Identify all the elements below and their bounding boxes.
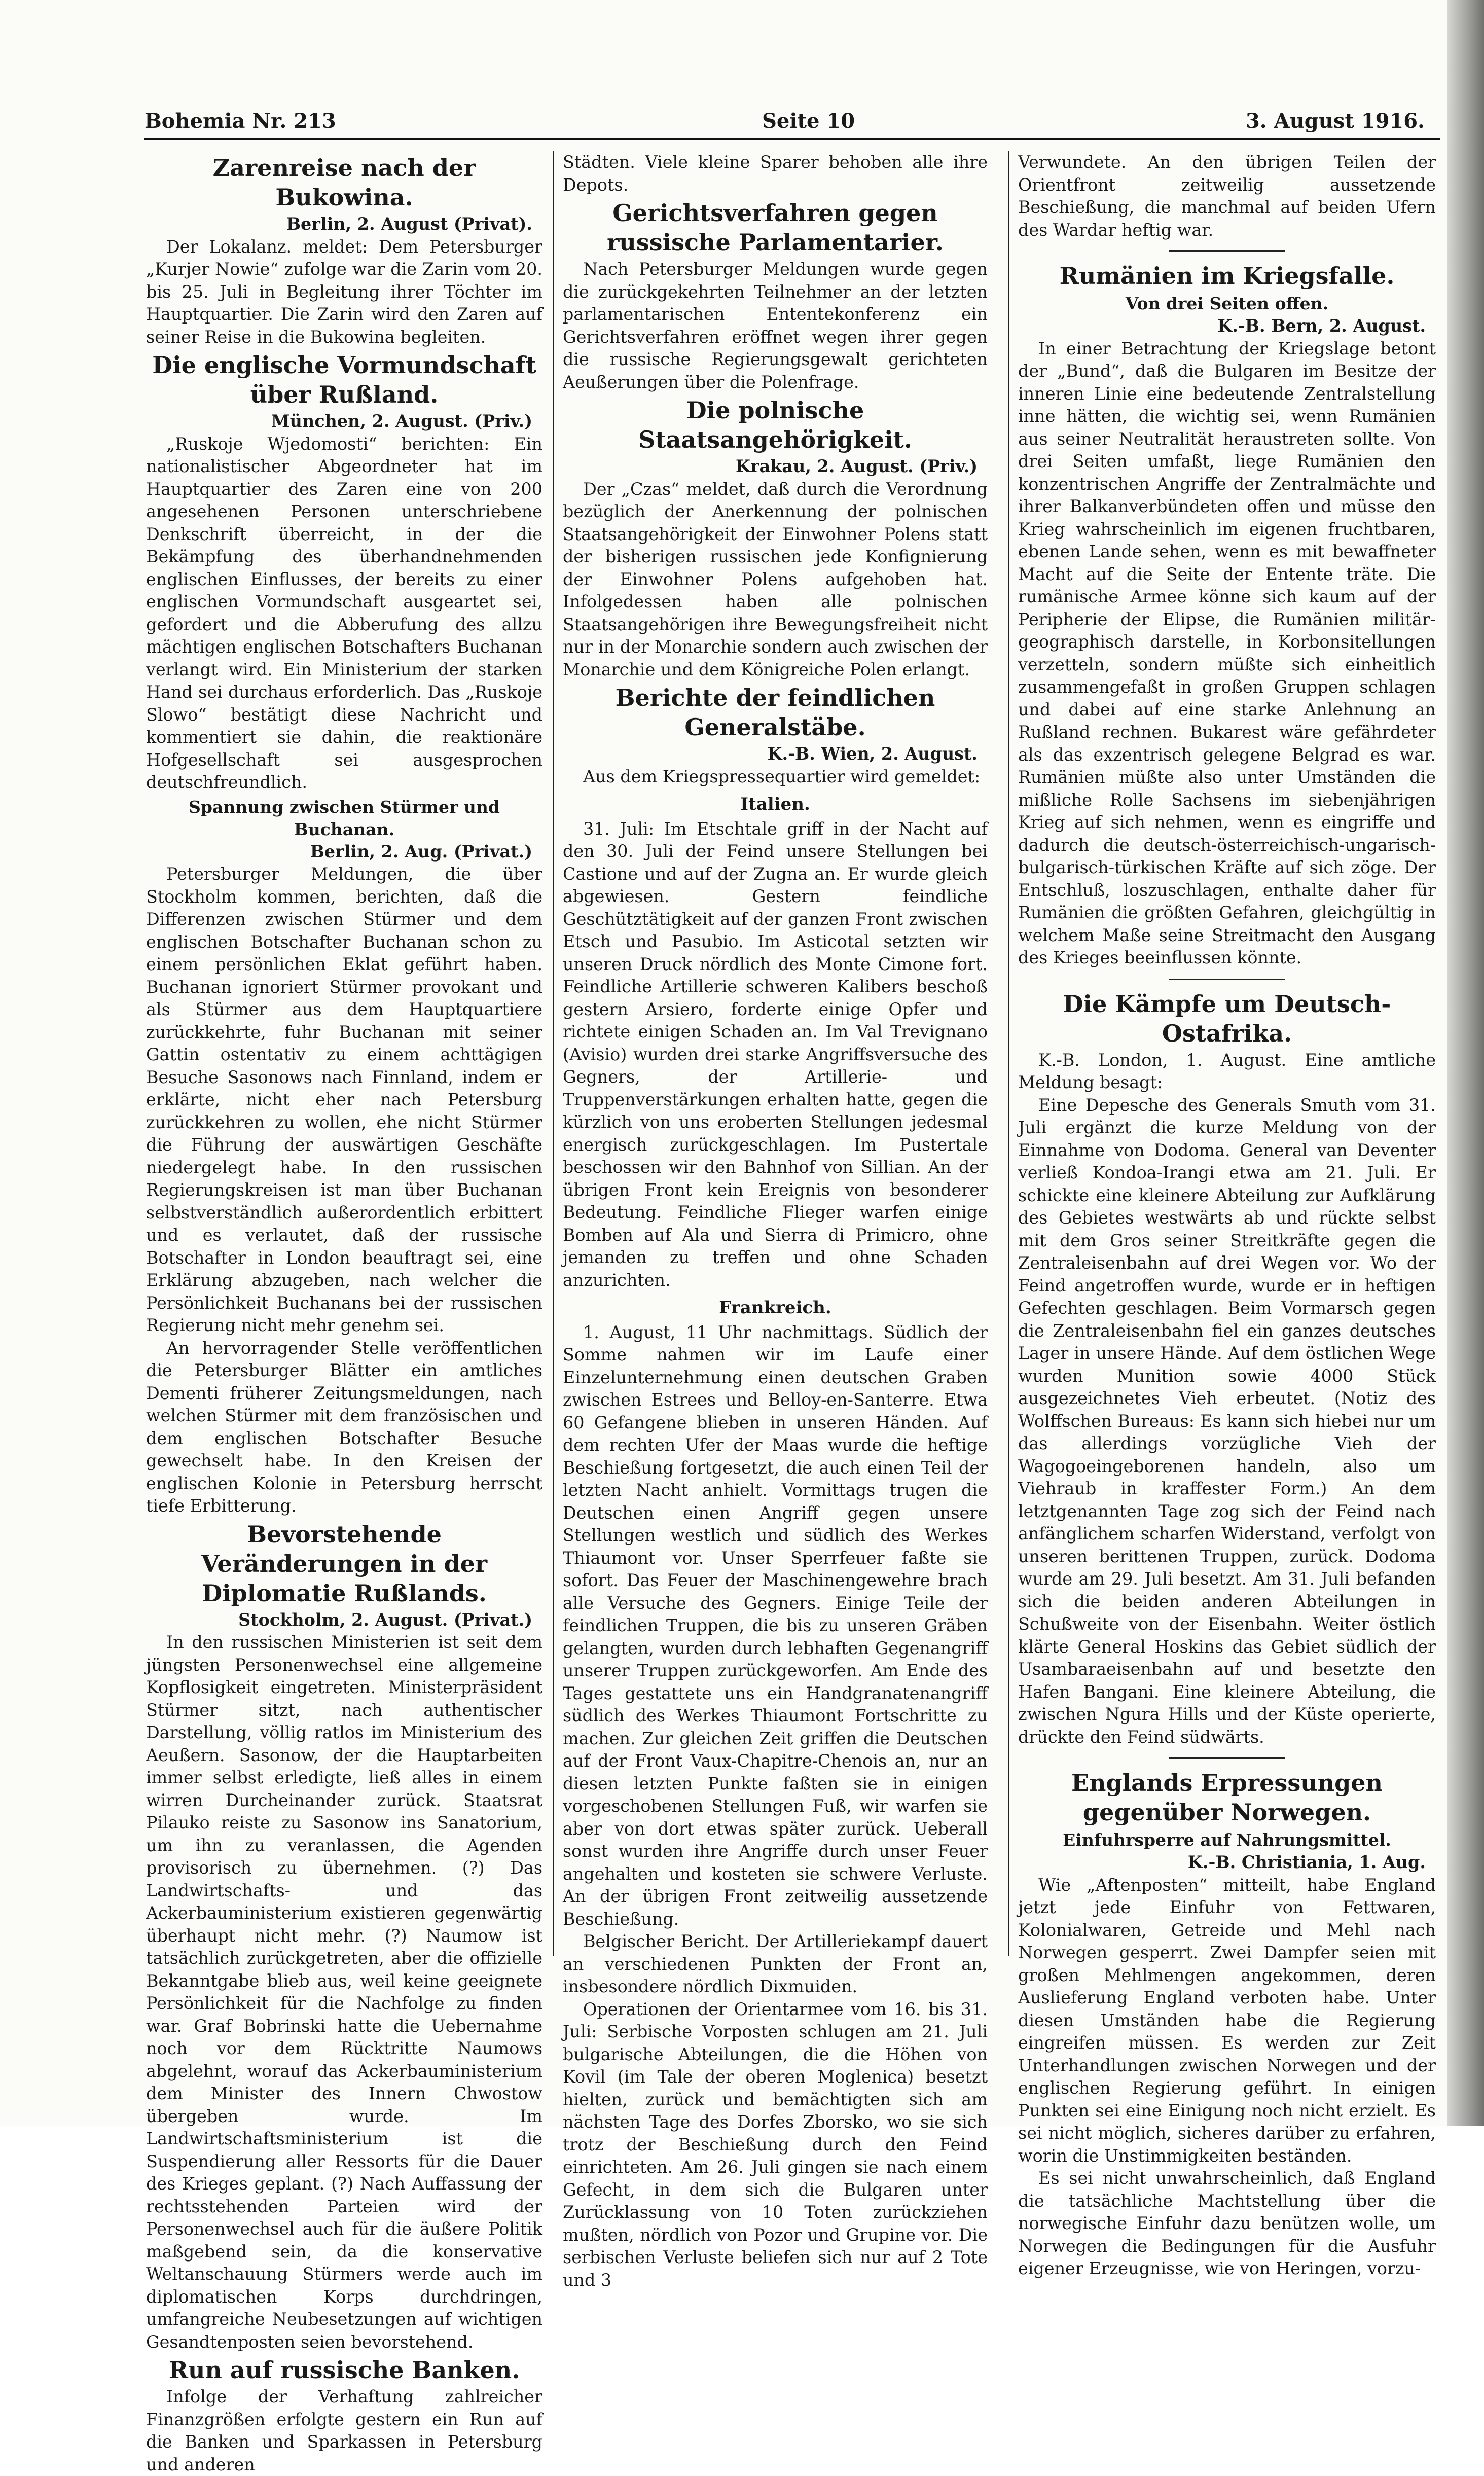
article-paragraph: 1. August, 11 Uhr nachmittags. Südlich der Somme nahmen wir im Laufe einer Einzelunternehmung einen deutschen Graben zwischen Estrees und Belloy-en-Santerre. Etwa 60 Gefangene blieben in unseren Händen. Auf dem rechten Ufer der Maas wurde die heftige Beschießung fortgesetzt, die auch einen Teil der letzten Nacht anhielt. Vormittags trugen die Deutschen einen Angriff gegen unsere Stellungen westlich und südlich des Werkes Thiaumont vor. Unser Sperrfeuer faßte sie sofort. Das Feuer der Maschinengewehre brach alle Versuche des Gegners. Einige Teile der feindlichen Truppen, die bis zu unseren Gräben gelangten, wurden durch lebhaften Gegenangriff unserer Truppen zurückgeworfen. Am Ende des Tages gestattete uns ein Handgranatenangriff südlich des Werkes Thiaumont Fortschritte zu machen. Zur gleichen Zeit griffen die Deutschen auf der Front Vaux-Chapitre-Chenois an, nur an diesen letzten Punkte faßten sie in einigen vorgeschobenen Stellungen Fuß, wir warfen sie aber von dort etwas später zurück. Ueberall sonst wurden ihre Angriffe durch unser Feuer angehalten und kosteten sie schwere Verluste. An der übrigen Front zeitweilig aussetzende Beschießung. bbox=[563, 1322, 988, 1929]
article-paragraph: Petersburger Meldungen, die über Stockholm kommen, berichten, daß die Differenzen zwischen Stürmer und dem englischen Botschafter Buchanan schon zu einem persönlichen Eklat geführt haben. Buchanan ignoriert Stürmer provokant und als Stürmer aus dem Hauptquartiere zurückkehrte, fuhr Buchanan mit seiner Gattin ostentativ zu einem achttägigen Besuche Sasonows nach Finnland, indem er erklärte, nicht eher nach Petersburg zurückkehren zu wollen, ehe nicht Stürmer die Führung der auswärtigen Geschäfte niedergelegt habe. In den russischen Regierungskreisen ist man über Buchanan selbstverständlich außerordentlich erbittert und es verlautet, daß der russische Botschafter in London beauftragt sei, eine Erklärung abzugeben, nach welcher die Persönlichkeit Buchanans bei der russischen Regierung nicht mehr genehm sei. bbox=[146, 864, 542, 1335]
article-paragraph: Belgischer Bericht. Der Artilleriekampf dauert an verschiedenen Punkten der Front an, insbesondere nördlich Dixmuiden. bbox=[563, 1931, 988, 1996]
section-heading: Frankreich. bbox=[719, 1298, 831, 1318]
column-divider bbox=[1008, 151, 1009, 1956]
article-dateline: Stockholm, 2. August. (Privat.) bbox=[238, 1609, 532, 1630]
article-separator bbox=[1169, 1757, 1285, 1759]
article-title: Englands Erpressungen gegenüber Norwegen. bbox=[1071, 1769, 1383, 1826]
article-dateline: Berlin, 2. Aug. (Privat.) bbox=[310, 841, 532, 862]
article-dateline: K.-B. Christiania, 1. Aug. bbox=[1187, 1852, 1426, 1872]
article-paragraph: K.-B. London, 1. August. Eine amtliche Meldung besagt: bbox=[1018, 1050, 1436, 1092]
article-title: Gerichtsverfahren gegen russische Parlamentarier. bbox=[607, 199, 944, 256]
article-title: Run auf russische Banken. bbox=[168, 2356, 520, 2384]
article-title: Bevorstehende Veränderungen in der Diplomatie Rußlands. bbox=[201, 1520, 488, 1607]
article-separator bbox=[1169, 250, 1285, 252]
article-continuation: Städten. Viele kleine Sparer behoben alle ihre Depots. bbox=[563, 152, 988, 195]
article-paragraph: Wie „Aftenposten“ mitteilt, habe England jetzt jede Einfuhr von Fettwaren, Kolonialwaren, Getreide und Mehl nach Norwegen gesperrt. Zwei Dampfer seien mit großen Mehlmengen angekommen, deren Auslieferung England verboten habe. Unter diesen Umständen habe die Regierung eingreifen müssen. Es werden zur Zeit Unterhandlungen zwischen Norwegen und der englischen Regierung geführt. In einigen Punkten sei eine Einigung noch nicht erzielt. Es sei nicht möglich, sicheres darüber zu erfahren, worin die Unstimmigkeiten beständen. bbox=[1018, 1875, 1436, 2166]
section-heading: Italien. bbox=[740, 794, 810, 814]
header-rule bbox=[144, 138, 1440, 140]
article-title: Die englische Vormundschaft über Rußland. bbox=[152, 351, 536, 408]
article-paragraph: 31. Juli: Im Etschtale griff in der Nacht auf den 30. Juli der Feind unsere Stellungen bei Castione und auf der Zugna an. Er wurde gleich abgewiesen. Gestern feindliche Geschütztätigkeit auf der ganzen Front zwischen Etsch und Pasubio. Im Asticotal setzten wir unseren Druck nördlich des Monte Cimone fort. Feindliche Artillerie schweren Kalibers beschoß gestern Arsiero, forderte einige Opfer und richtete einigen Schaden an. Im Val Trevignano (Avisio) wurden drei starke Angriffsversuche des Gegners, der Artillerie- und Truppenverstärkungen erhalten hatte, gegen die kürzlich von uns eroberten Stellungen jedesmal energisch zurückgeschlagen. Im Pustertale beschossen wir den Bahnhof von Sillian. An der übrigen Front kein Ereignis von besonderer Bedeutung. Feindliche Flieger warfen einige Bomben auf Ala und Sierra di Primicro, ohne jemanden zu treffen und ohne Schaden anzurichten. bbox=[563, 818, 988, 1290]
article-paragraph: In einer Betrachtung der Kriegslage betont der „Bund“, daß die Bulgaren im Besitze der inneren Linie eine bedeutende Zentralstellung inne hätten, die wichtig sei, wenn Rumänien aus seiner Neutralität heraustreten sollte. Von drei Seiten umfaßt, liege Rumänien den konzentrischen Angriffe der Zentralmächte und ihrer Balkanverbündeten offen und müsse den Krieg wahrscheinlich im eigenen fruchtbaren, ebenen Lande sehen, wenn es mit bewaffneter Macht auf die Seite der Entente träte. Die rumänische Armee könne sich kaum auf der Peripherie der Elipse, die Rumänien militär-geographisch darstelle, in Korbonsitellungen verzetteln, sondern müßte sich einheitlich zusammengefaßt in großen Gruppen schlagen und dabei auf eine starke Anlehnung an Rußland rechnen. Bukarest wäre gefährdeter als das exzentrisch gelegene Belgrad es war. Rumänien müßte also unter Umständen die mißliche Rolle Sachsens im siebenjährigen Krieg auf sich nehmen, wenn es eingriffe und dadurch die deutsch-österreichisch-ungarisch-bulgarisch-türkischen Kräfte auf sich zöge. Der Entschluß, loszuschlagen, enthalte daher für Rumänien die größten Gefahren, gleichgültig in welchem Maße seine Streitmacht den Ausgang des Krieges beeinflussen könnte. bbox=[1018, 338, 1436, 967]
article-paragraph: Es sei nicht unwahrscheinlich, daß England die tatsächliche Machtstellung über die norwegische Einfuhr dazu benützen wolle, um Norwegen die Bedingungen für die Ausfuhr eigener Erzeugnisse, wie von Heringen, vorzu- bbox=[1018, 2168, 1436, 2278]
article-subtitle: Einfuhrsperre auf Nahrungsmittel. bbox=[1063, 1830, 1391, 1850]
column-1 bbox=[146, 151, 542, 2474]
column-2 bbox=[563, 151, 988, 2290]
page-header bbox=[144, 104, 1440, 139]
article-paragraph: An hervorragender Stelle veröffentlichen die Petersburger Blätter ein amtliches Dementi früherer Zeitungsmeldungen, nach welchen Stürmer mit dem französischen und dem englischen Botschafter Besuche gewechselt habe. In den Kreisen der englischen Kolonie in Petersburg herrscht tiefe Erbitterung. bbox=[146, 1338, 542, 1516]
article-dateline: K.-B. Bern, 2. August. bbox=[1217, 316, 1426, 336]
article-title: Die Kämpfe um Deutsch-Ostafrika. bbox=[1063, 990, 1391, 1047]
article-dateline: K.-B. Wien, 2. August. bbox=[767, 744, 978, 764]
article-paragraph: Operationen der Orientarmee vom 16. bis 31. Juli: Serbische Vorposten schlugen am 21. Juli bulgarische Abteilungen, die die Höhen von Kovil (im Tale der oberen Moglenica) besetzt hielten, zurück und bemächtigten sich am nächsten Tage des Dorfes Zborsko, wo sie sich trotz der Beschießung durch den Feind einrichteten. Am 26. Juli gingen sie nach einem Gefecht, in dem sich die Bulgaren unter Zurücklassung von 10 Toten zurückziehen mußten, nördlich von Pozor und Grupine vor. Die serbischen Verluste beliefen sich nur auf 2 Tote und 3 bbox=[563, 1999, 988, 2290]
header-page-number: Seite 10 bbox=[762, 109, 855, 133]
article-paragraph: Eine Depesche des Generals Smuth vom 31. Juli ergänzt die kurze Meldung von der Einnahme von Dodoma. General van Deventer verließ Kondoa-Irangi etwa am 21. Juli. Er schickte eine kleinere Abteilung zur Aufklärung des Gebietes westwärts ab und rückte selbst mit dem Gros seiner Streitkräfte gegen die Zentraleisenbahn auf drei Wegen vor. Wo der Feind angetroffen wurde, wurde er in heftigen Gefechten geschlagen. Beim Vormarsch gegen die Zentraleisenbahn fiel ein ganzes deutsches Lager in unsere Hände. Auf dem östlichen Wege wurden Munition sowie 4000 Stück ausgezeichnetes Vieh erbeutet. (Notiz des Wolffschen Bureaus: Es kann sich hiebei nur um das allerdings vorzügliche Vieh der Wagogoeingeborenen handeln, also um Viehraub in kraffester Form.) An dem letztgenannten Tage zog sich der Feind nach anfänglichem scharfen Widerstand, verfolgt von unseren berittenen Truppen, zurück. Dodoma wurde am 29. Juli besetzt. Am 31. Juli befanden sich die beiden anderen Abteilungen in Schußweite von der Eisenbahn. Weiter östlich klärte General Hoskins das Gebiet südlich der Usambaraeisenbahn auf und besetzte den Hafen Bangani. Eine kleinere Abteilung, die zwischen Ngura Hills und der Küste operierte, drückte den Feind südwärts. bbox=[1018, 1095, 1436, 1747]
article-paragraph: Infolge der Verhaftung zahlreicher Finanzgrößen erfolgte gestern ein Run auf die Banken und Sparkassen in Petersburg und anderen bbox=[146, 2387, 542, 2474]
article-title: Berichte der feindlichen Generalstäbe. bbox=[615, 684, 935, 741]
article-separator bbox=[1169, 979, 1285, 980]
article-paragraph: „Ruskoje Wjedomosti“ berichten: Ein nationalistischer Abgeordneter hat im Hauptquartier des Zaren eine von 200 angesehenen Personen unterschriebene Denkschrift überreicht, in der die Bekämpfung des überhandnehmenden englischen Einflusses, der bereits zu einer englischen Vormundschaft ausgeartet sei, gefordert und die Abberufung des allzu mächtigen englischen Botschafters Buchanan verlangt wird. Ein Ministerium der starken Hand sei durchaus erforderlich. Das „Ruskoje Slowo“ bestätigt diese Nachricht und kommentiert sie dahin, die reaktionäre Hofgesellschaft sei ausgesprochen deutschfreundlich. bbox=[146, 434, 542, 792]
article-subtitle: Von drei Seiten offen. bbox=[1125, 294, 1329, 313]
article-title: Die polnische Staatsangehörigkeit. bbox=[638, 397, 912, 453]
article-paragraph: Nach Petersburger Meldungen wurde gegen die zurückgekehrten Teilnehmer an der letzten parlamentarischen Ententekonferenz ein Gerichtsverfahren eröffnet wegen ihrer gegen die russische Regierungsgewalt gerichteten Aeußerungen über die Polenfrage. bbox=[563, 259, 988, 392]
article-paragraph: Der „Czas“ meldet, daß durch die Verordnung bezüglich der Anerkennung der polnischen Staatsangehörigkeit der Einwohner Polens statt der bisherigen russischen jede Konfignierung der Einwohner Polens aufgehoben hat. Infolgedessen haben alle polnischen Staatsangehörigen ihre Bewegungsfreiheit nicht nur in der Monarchie sondern auch zwischen der Monarchie und dem Königreiche Polen erlangt. bbox=[563, 479, 988, 679]
article-dateline: Krakau, 2. August. (Priv.) bbox=[736, 456, 978, 476]
article-paragraph: In den russischen Ministerien ist seit dem jüngsten Personenwechsel eine allgemeine Kopflosigkeit eingetreten. Ministerpräsident Stürmer sitzt, nach authentischer Darstellung, völlig ratlos im Ministerium des Aeußern. Sasonow, der die Hauptarbeiten immer selbst erledigte, ließ alles in einem wirren Durcheinander zurück. Staatsrat Pilauko reiste zu Sasonow ins Sanatorium, um ihn zu veranlassen, die Agenden provisorisch zu übernehmen. (?) Das Landwirtschafts- und das Ackerbauministerium existieren gegenwärtig überhaupt nicht mehr. (?) Naumow ist tatsächlich zurückgetreten, aber die offizielle Bekanntgabe blieb aus, weil keine geeignete Persönlichkeit für die Nachfolge zu finden war. Graf Bobrinski hatte die Uebernahme noch vor dem Rücktritte Naumows abgelehnt, worauf das Ackerbauministerium dem Minister des Innern Chwostow übergeben wurde. Im Landwirtschaftsministerium ist die Suspendierung aller Ressorts für die Dauer des Krieges geplant. (?) Nach Auffassung der rechtsstehenden Parteien wird der Personenwechsel auch für die äußere Politik maßgebend sein, da die konservative Weltanschauung Stürmers werde auch im diplomatischen Korps durchdringen, umfangreiche Neubesetzungen auf wichtigen Gesandtenposten seien bevorstehend. bbox=[146, 1632, 542, 2352]
article-dateline: Berlin, 2. August (Privat). bbox=[286, 214, 532, 234]
article-title: Rumänien im Kriegsfalle. bbox=[1059, 262, 1395, 290]
article-subtitle: Spannung zwischen Stürmer und Buchanan. bbox=[189, 797, 500, 839]
page-edge-shadow bbox=[1447, 0, 1484, 2126]
column-3 bbox=[1018, 151, 1436, 2278]
column-divider bbox=[553, 151, 554, 1956]
article-paragraph: Aus dem Kriegspressequartier wird gemeldet: bbox=[583, 766, 981, 786]
article-dateline: München, 2. August. (Priv.) bbox=[271, 411, 532, 431]
article-paragraph: Der Lokalanz. meldet: Dem Petersburger „Kurjer Nowie“ zufolge war die Zarin vom 20. bis 25. Juli in Begleitung ihrer Töchter im Hauptquartier. Die Zarin wird den Zaren auf seiner Reise in die Bukowina begleiten. bbox=[146, 236, 542, 347]
article-continuation: Verwundete. An den übrigen Teilen der Orientfront zeitweilig aussetzende Beschießung, die manchmal auf beiden Ufern des Wardar heftig war. bbox=[1018, 152, 1436, 240]
header-publication: Bohemia Nr. 213 bbox=[144, 109, 336, 133]
header-date: 3. August 1916. bbox=[1245, 109, 1425, 133]
article-title: Zarenreise nach der Bukowina. bbox=[212, 154, 476, 211]
